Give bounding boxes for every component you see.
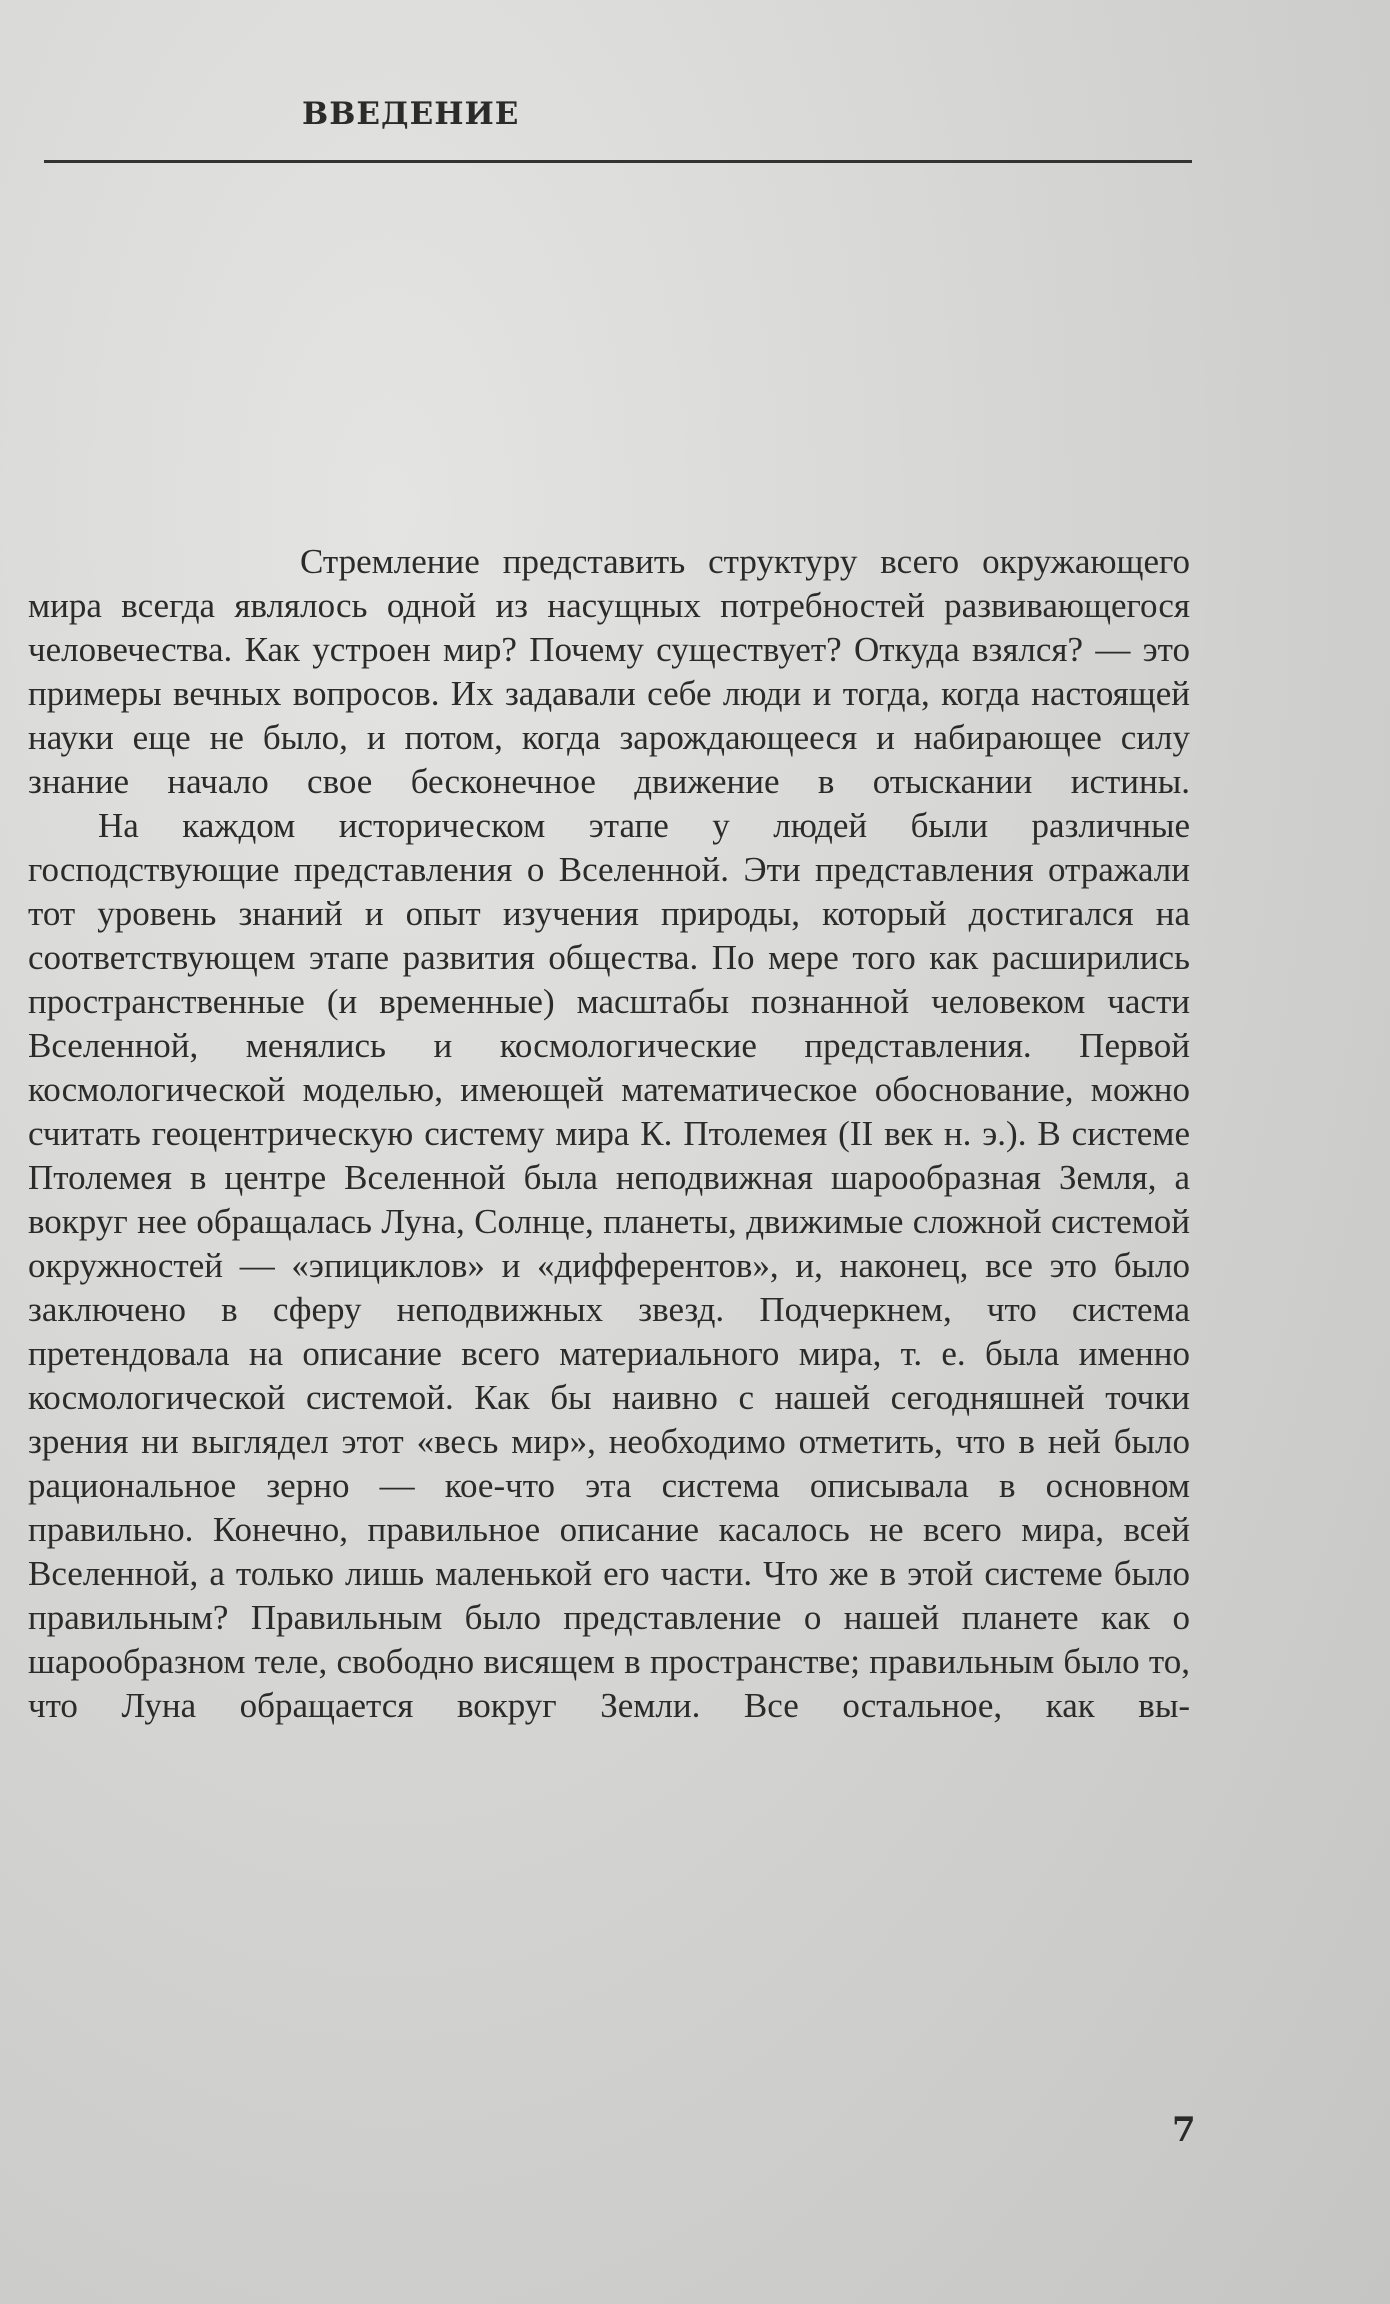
page-number: 7 (1172, 2110, 1196, 2150)
body-text (28, 540, 1190, 1728)
paragraph-intro: Стремление представить структуру всего окружающего мира всегда являлось одной из насущных потребностей развивающегося человечества. Как устроен мир? Почему существует? Откуда взялся? — это примеры вечных вопросов. Их задавали себе люди и тогда, когда настоящей науки еще не было, и потом, когда зарождающееся и набирающее силу знание начало свое бесконечное движение в отыскании истины. (28, 542, 1190, 801)
paragraph-cosmology-history: На каждом историческом этапе у людей были различные господствующие представления о Вселенной. Эти представления отражали тот уровень знаний и опыт изучения природы, который достигался на соответствующем этапе развития общества. По мере того как расширились пространственные (и временные) масштабы познанной человеком части Вселенной, менялись и космологические представления. Первой космологической моделью, имеющей математическое обоснование, можно считать геоцентрическую систему мира К. Птолемея (II век н. э.). В системе Птолемея в центре Вселенной была неподвижная шарообразная Земля, а вокруг нее обращалась Луна, Солнце, планеты, движимые сложной системой окружностей — «эпициклов» и «дифферентов», и, наконец, все это было заключено в сферу неподвижных звезд. Подчеркнем, что система претендовала на описание всего материального мира, т. е. была именно космологической системой. Как бы наивно с нашей сегодняшней точки зрения ни выглядел этот «весь мир», необходимо отметить, что в ней было рациональное зерно — кое-что эта система описывала в основном правильно. Конечно, правильное описание касалось не всего мира, всей Вселенной, а только лишь маленькой его части. Что же в этой системе было правильным? Правильным было представление о нашей планете как о шарообразном теле, свободно висящем в пространстве; правильным было то, что Луна обращается вокруг Земли. Все остальное, как вы- (28, 806, 1190, 1725)
chapter-title: ВВЕДЕНИЕ (302, 96, 520, 132)
header-rule (44, 160, 1192, 163)
